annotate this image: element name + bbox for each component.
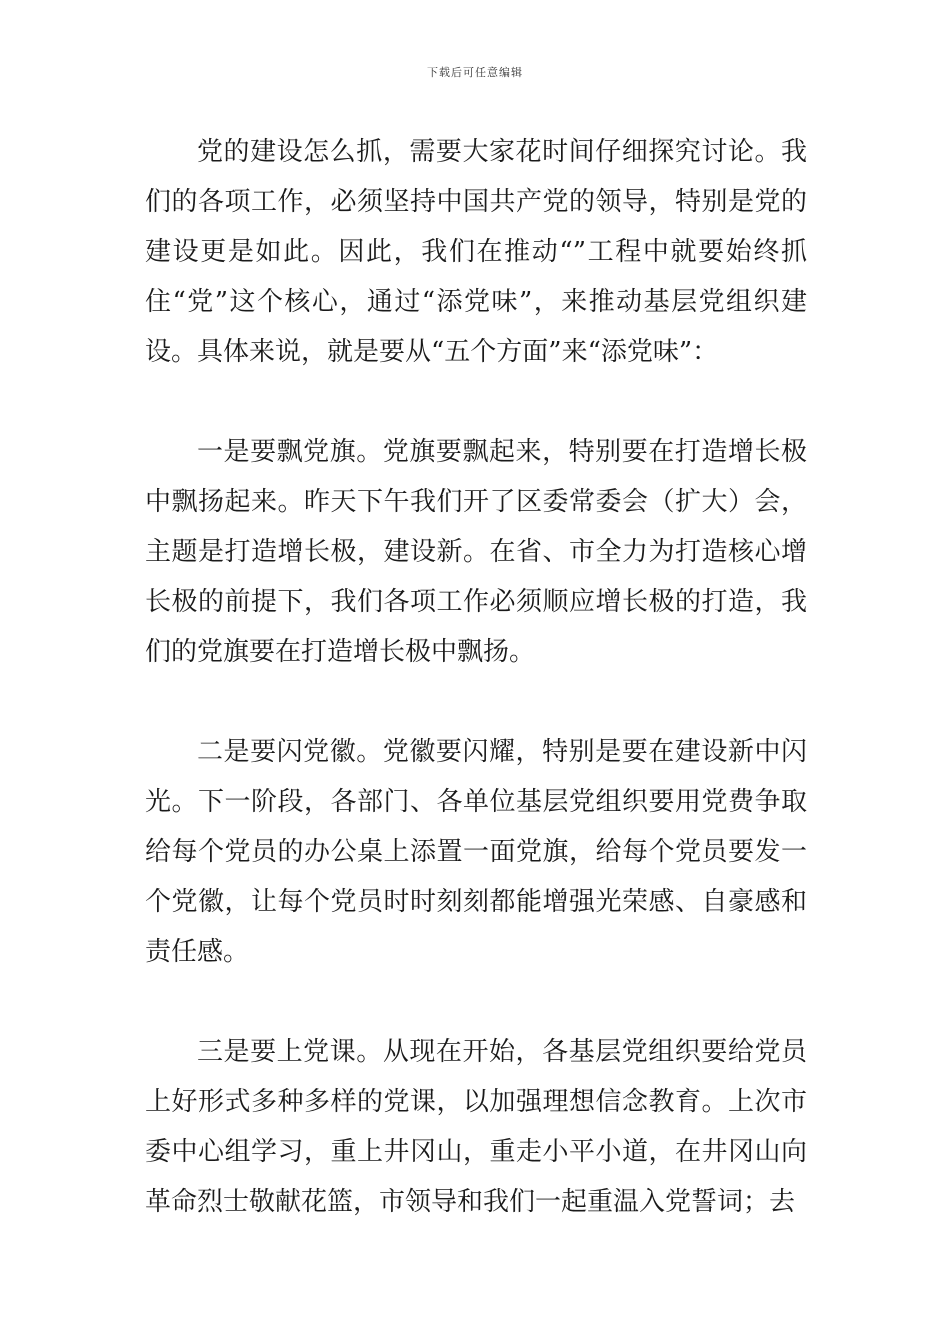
page-header: 下载后可任意编辑	[427, 66, 523, 79]
paragraph-party-badge: 二是要闪党徽。党徽要闪耀，特别是要在建设新中闪光。下一阶段，各部门、各单位基层党组织要用党费争取给每个党员的办公桌上添置一面党旗，给每个党员要发一个党徽，让每个党员时时刻刻都能增强光荣感、自豪感和责任感。	[145, 737, 807, 967]
paragraph-intro: 党的建设怎么抓，需要大家花时间仔细探究讨论。我们的各项工作，必须坚持中国共产党的领导，特别是党的建设更是如此。因此，我们在推动“”工程中就要始终抓住“党”这个核心，通过“添党味”，来推动基层党组织建设。具体来说，就是要从“五个方面”来“添党味”：	[145, 137, 807, 367]
paragraph-party-lesson: 三是要上党课。从现在开始，各基层党组织要给党员上好形式多种多样的党课，以加强理想信念教育。上次市委中心组学习，重上井冈山，重走小平小道，在井冈山向革命烈士敬献花篮，市领导和我们一起重温入党誓词；去	[145, 1037, 807, 1217]
document-body	[145, 127, 807, 1277]
paragraph-party-flag: 一是要飘党旗。党旗要飘起来，特别要在打造增长极中飘扬起来。昨天下午我们开了区委常委会（扩大）会，主题是打造增长极，建设新。在省、市全力为打造核心增长极的前提下，我们各项工作必须顺应增长极的打造，我们的党旗要在打造增长极中飘扬。	[145, 437, 807, 667]
